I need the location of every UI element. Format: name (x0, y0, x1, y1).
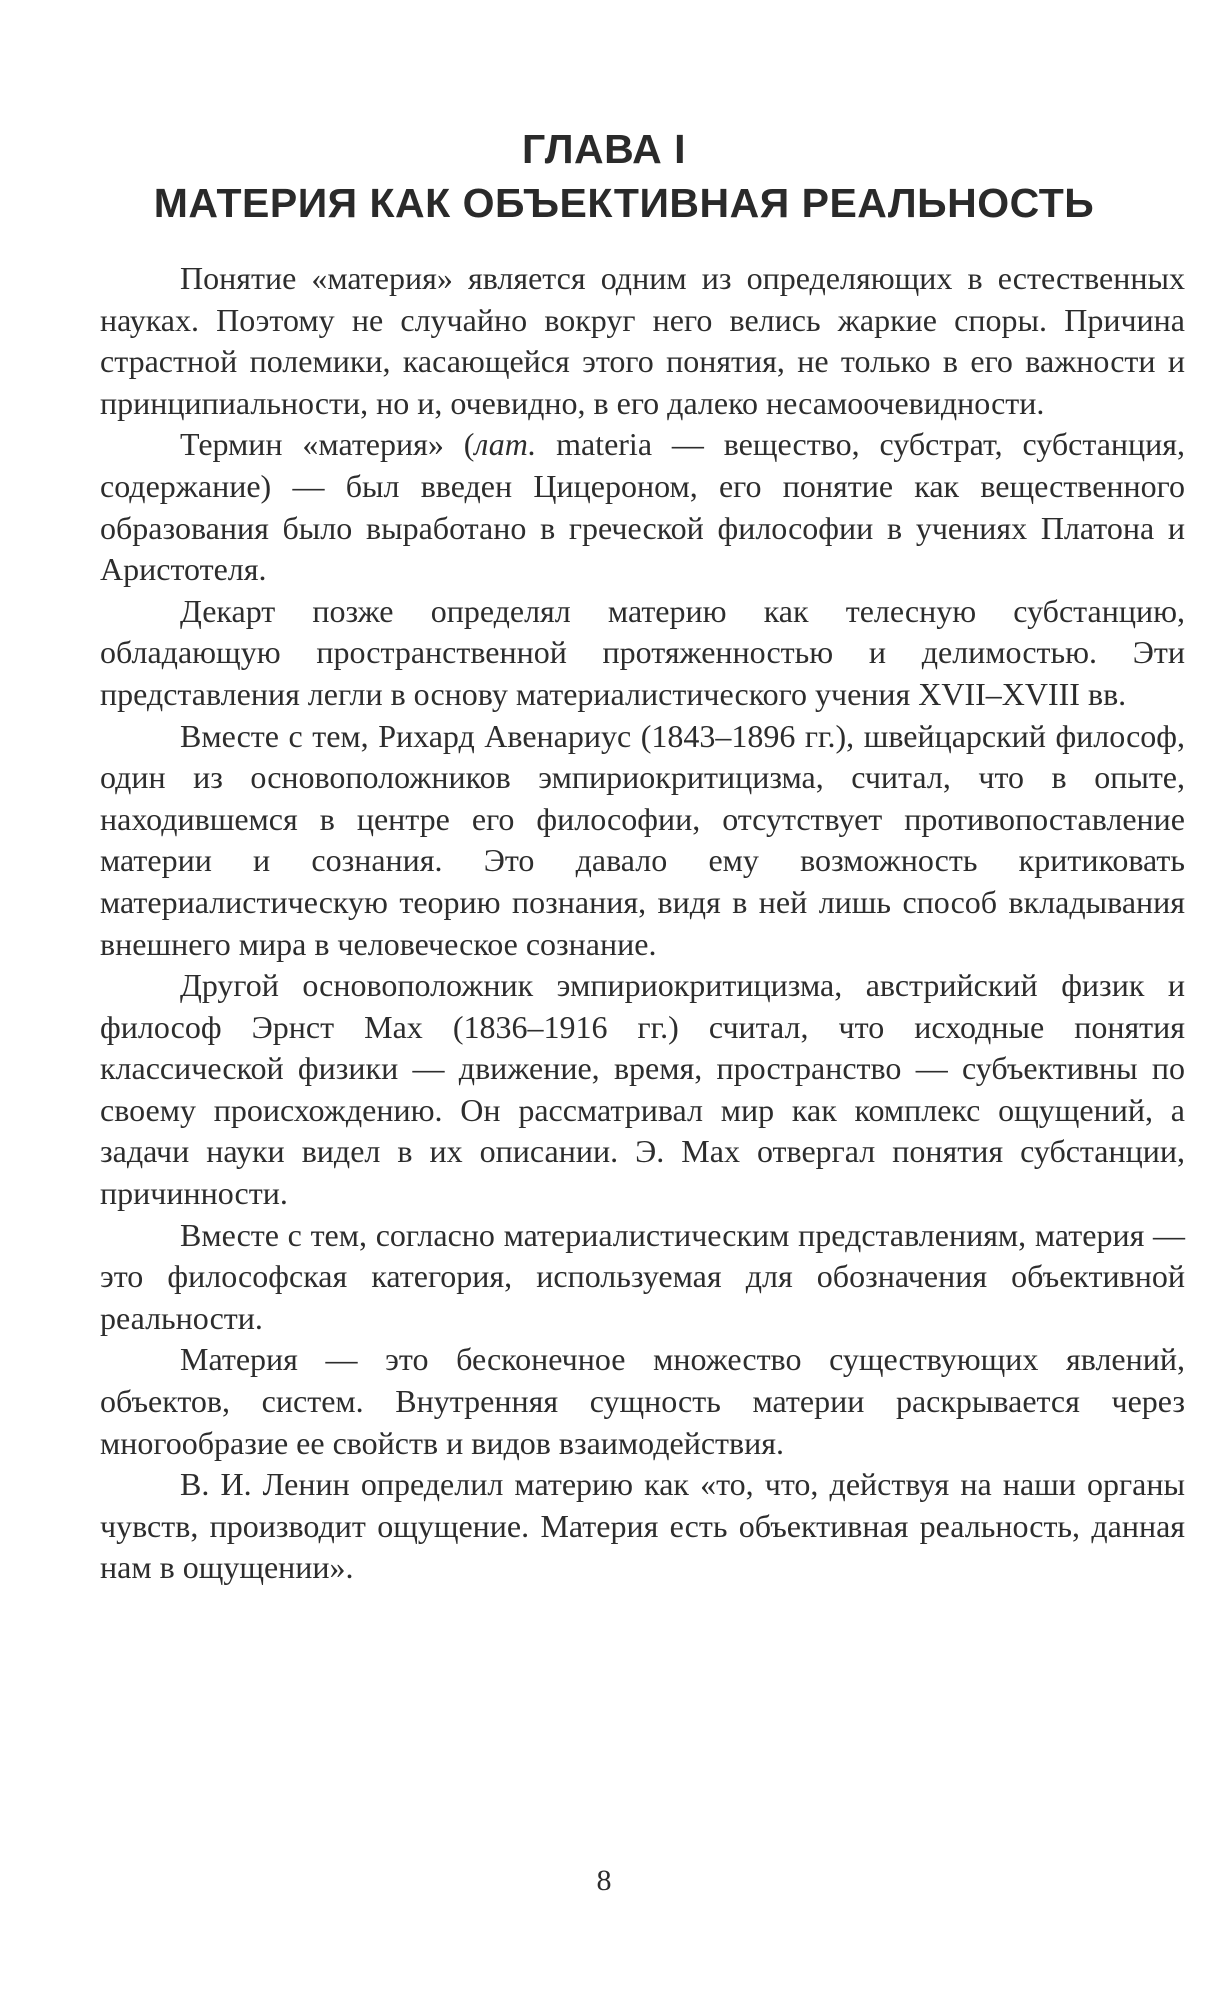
paragraph: Другой основоположник эмпириокритицизма, австрийский физик и философ Эрнст Мах (1836–1916 гг.) считал, что исходные понятия классической физики — движение, время, пространство — субъективны по своему происхождению. Он рассматривал мир как комплекс ощущений, а задачи науки видел в их описании. Э. Мах отвергал понятия субстанции, причинности. (100, 967, 1185, 1212)
paragraph: Материя — это бесконечное множество существующих явлений, объектов, систем. Внутренняя сущность материи раскрывается через многообразие ее свойств и видов взаимодействия. (100, 1341, 1185, 1461)
chapter-body (100, 258, 1185, 1589)
chapter-label: ГЛАВА I (521, 126, 687, 172)
paragraph: Декарт позже определял материю как телесную субстанцию, обладающую пространственной протяженностью и делимостью. Эти представления легли в основу материалистического учения XVII–XVIII вв. (100, 592, 1185, 712)
abbreviation-latin: лат. (474, 426, 537, 463)
chapter-title: МАТЕРИЯ КАК ОБЪЕКТИВНАЯ РЕАЛЬНОСТЬ (153, 180, 1095, 226)
paragraph-text: materia — вещество, субстрат, субстанция, содержание) — был введен Цицероном, его понятие как вещественного образования было выработано в греческой философии в учениях Платона и Аристотеля. (100, 426, 1186, 588)
page-number: 8 (596, 1864, 612, 1897)
paragraph (100, 424, 1185, 590)
paragraph-text: Термин «материя» ( (180, 426, 475, 463)
paragraph: Вместе с тем, Рихард Авенариус (1843–1896 гг.), швейцарский философ, один из основоположников эмпириокритицизма, считал, что в опыте, находившемся в центре его философии, отсутствует противопоставление материи и сознания. Это давало ему возможность критиковать материалистическую теорию познания, видя в ней лишь способ вкладывания внешнего мира в человеческое сознание. (100, 717, 1185, 962)
paragraph: Вместе с тем, согласно материалистическим представлениям, материя — это философская категория, используемая для обозначения объективной реальности. (100, 1216, 1185, 1336)
paragraph: Понятие «материя» является одним из определяющих в естественных науках. Поэтому не случайно вокруг него велись жаркие споры. Причина страстной полемики, касающейся этого понятия, не только в его важности и принципиальности, но и, очевидно, в его далеко несамоочевидности. (100, 260, 1185, 421)
paragraph: В. И. Ленин определил материю как «то, что, действуя на наши органы чувств, производит ощущение. Материя есть объективная реальность, данная нам в ощущении». (100, 1466, 1185, 1586)
